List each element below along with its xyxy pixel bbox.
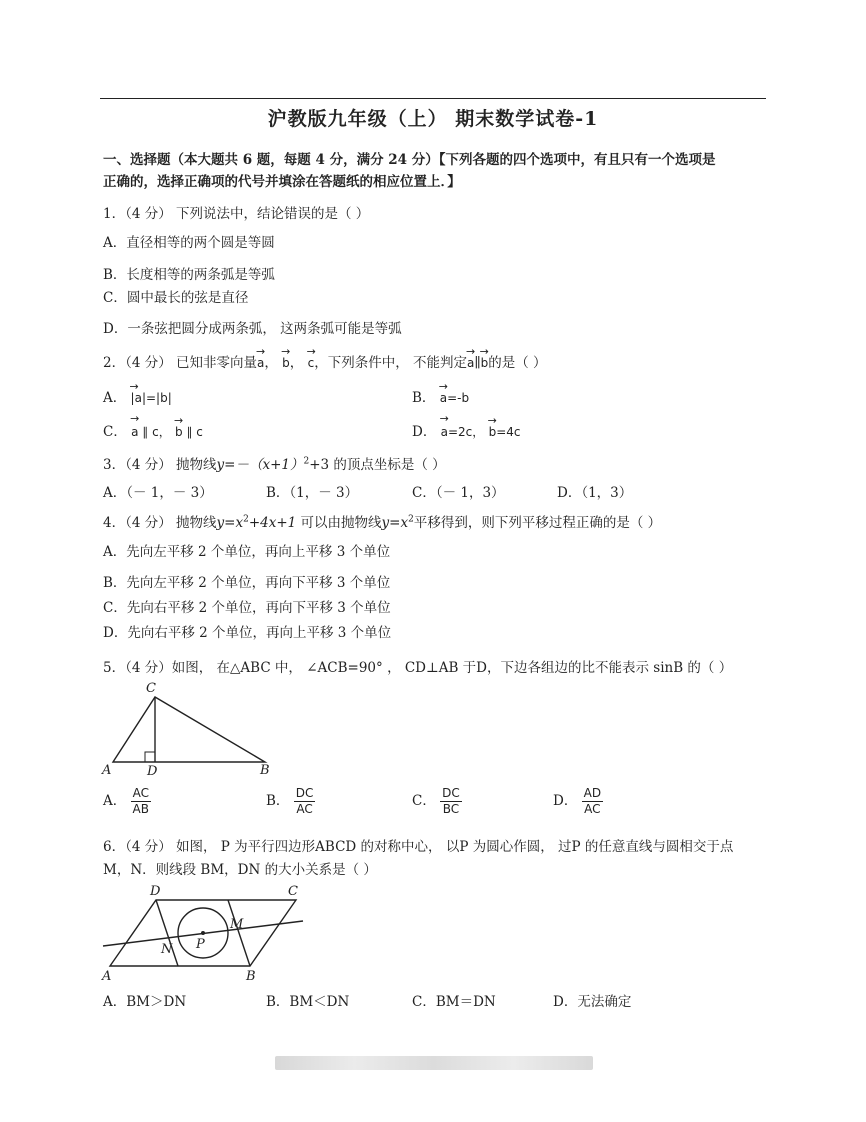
q2-option-c-label: C． [103,424,127,440]
q3-equation: y=－（x+1） [216,457,304,473]
q5-option-c-label: C． [412,793,436,809]
q6-stem-line1: 6．（4 分） 如图， P 为平行四边形ABCD 的对称中心， 以P 为圆心作圆， 过P 的任意直线与圆相交于点 [103,839,734,855]
q4-stem [103,511,661,531]
q3-option-c: C．（－ 1，3） [412,485,505,501]
label-c: C [288,884,298,899]
q2-option-d-label: D． [412,424,437,440]
q1-option-d: D．一条弦把圆分成两条弧， 这两条弧可能是等弧 [103,321,402,337]
q4-equation2: y=x [381,515,409,531]
q1-option-b: B．长度相等的两条弧是等弧 [103,267,275,283]
q1-option-a: A．直径相等的两个圆是等圆 [103,235,275,251]
q2-option-a [103,386,172,406]
q5-option-d-fraction [582,786,603,817]
q2-option-d-text1: → a=2c， [441,421,485,440]
segment-bm [228,900,250,966]
q5-option-c-fraction [440,786,462,817]
q4-option-a: A．先向左平移 2 个单位，再向上平移 3 个单位 [103,544,391,560]
q3-stem-post: +3 的顶点坐标是（ ） [309,457,446,473]
q1-stem: 1．（4 分） 下列说法中，结论错误的是（ ） [103,206,370,222]
q3-option-a: A．（－ 1，－ 3） [103,485,213,501]
vector-c: → c [308,354,315,370]
denominator: BC [442,802,460,816]
q2-option-c-text1: → a ∥ c， [131,421,171,440]
q3-stem-pre: 3．（4 分） 抛物线 [103,457,217,473]
right-angle-mark [145,752,155,762]
label-a: A [102,763,112,778]
q4-option-d: D．先向右平移 2 个单位，再向上平移 3 个单位 [103,625,392,641]
q6-stem-line2: M，N．则线段 BM，DN 的大小关系是（ ） [103,862,377,878]
q4-stem-pre: 4．（4 分） 抛物线 [103,515,217,531]
q2-option-a-label: A． [103,390,127,406]
q4-equation1: y=x [216,515,244,531]
q3-option-d: D．（1，3） [557,485,633,501]
page-top-rule [100,98,766,99]
q5-stem: 5．（4 分）如图， 在△ABC 中， ∠ACB=90° ， CD⊥AB 于D，下边各组边的比不能表示 sinB 的（ ） [103,660,733,676]
q2-option-a-text: → |a|=|b| [131,389,172,405]
q2-option-c [103,420,203,440]
page-title: 沪教版九年级（上） 期末数学试卷-1 [267,108,599,130]
q6-option-c: C．BM＝DN [412,994,496,1010]
q5-option-b-label: B． [266,793,290,809]
q5-option-b [266,786,315,817]
q4-stem-post: 平移得到，则下列平移过程正确的是（ ） [413,515,662,531]
label-b: B [246,969,256,984]
q5-option-c [412,786,462,817]
center-point-p [201,931,205,935]
q3-stem [103,453,446,473]
triangle-abc [113,697,265,762]
q4-option-c: C．先向右平移 2 个单位，再向下平移 3 个单位 [103,600,391,616]
q4-stem-mid: 可以由抛物线 [296,515,382,531]
q2-option-b-text: → a=-b [440,389,469,405]
vector-a: → a [257,354,264,370]
q2-stem-post: 的是（ ） [488,355,547,371]
q2-option-b [412,386,469,406]
q5-option-a-label: A． [103,793,127,809]
q1-option-c: C．圆中最长的弦是直径 [103,290,249,306]
label-d: D [147,764,158,778]
vector-b-2: → b [481,354,489,370]
label-b: B [260,763,270,778]
q6-option-a: A．BM＞DN [103,994,187,1010]
q4-equation1-tail: +4x+1 [248,515,297,531]
q2-option-d [412,420,520,440]
blurred-footer-watermark [275,1056,593,1070]
q2-option-b-label: B． [412,390,436,406]
q4-exponent1: 2 [243,514,249,525]
q5-option-a-fraction [131,786,151,817]
q6-option-b: B．BM＜DN [266,994,350,1010]
numerator: DC [295,786,314,800]
q2-stem: 2．（4 分） 已知非零向量→ a， → b， → c，下列条件中， 不能判定→ a∥→ b的是（ ） [103,351,547,371]
section-header-line2: 正确的，选择正确项的代号并填涂在答题纸的相应位置上．】 [103,174,461,190]
q5-triangle-figure [98,678,278,778]
label-a: A [102,969,112,984]
label-c: C [146,681,156,696]
vector-a-2: → a [467,354,474,370]
section-header-line1: 一、选择题（本大题共 6 题，每题 4 分，满分 24 分）【下列各题的四个选项中，有且只有一个选项是 [103,152,716,168]
label-d: D [150,884,161,899]
q2-option-d-text2: → b=4c [489,423,521,439]
q6-option-d: D．无法确定 [553,994,632,1010]
q5-option-d-label: D． [553,793,578,809]
q3-option-b: B．（1，－ 3） [266,485,359,501]
q4-option-b: B．先向左平移 2 个单位，再向下平移 3 个单位 [103,575,391,591]
q5-option-b-fraction [294,786,316,817]
numerator: AD [583,786,602,800]
q2-stem-mid: ，下列条件中， 不能判定 [314,355,467,371]
denominator: AC [296,802,313,816]
label-m: M [230,917,244,932]
q6-parallelogram-figure [98,882,308,984]
vector-b: → b [282,354,290,370]
q4-exponent2: 2 [408,514,414,525]
label-n: N [161,942,173,957]
q5-option-d [553,786,603,817]
q5-option-a [103,786,151,817]
numerator: DC [442,786,460,800]
denominator: AC [584,802,601,816]
q2-stem-pre: 2．（4 分） 已知非零向量 [103,355,258,371]
parallel-symbol: ∥ [474,355,481,371]
denominator: AB [132,802,149,816]
label-p: P [196,937,205,952]
numerator: AC [132,786,149,800]
q3-exponent: 2 [303,456,310,467]
q2-option-c-text2: → b ∥ c [175,423,203,439]
